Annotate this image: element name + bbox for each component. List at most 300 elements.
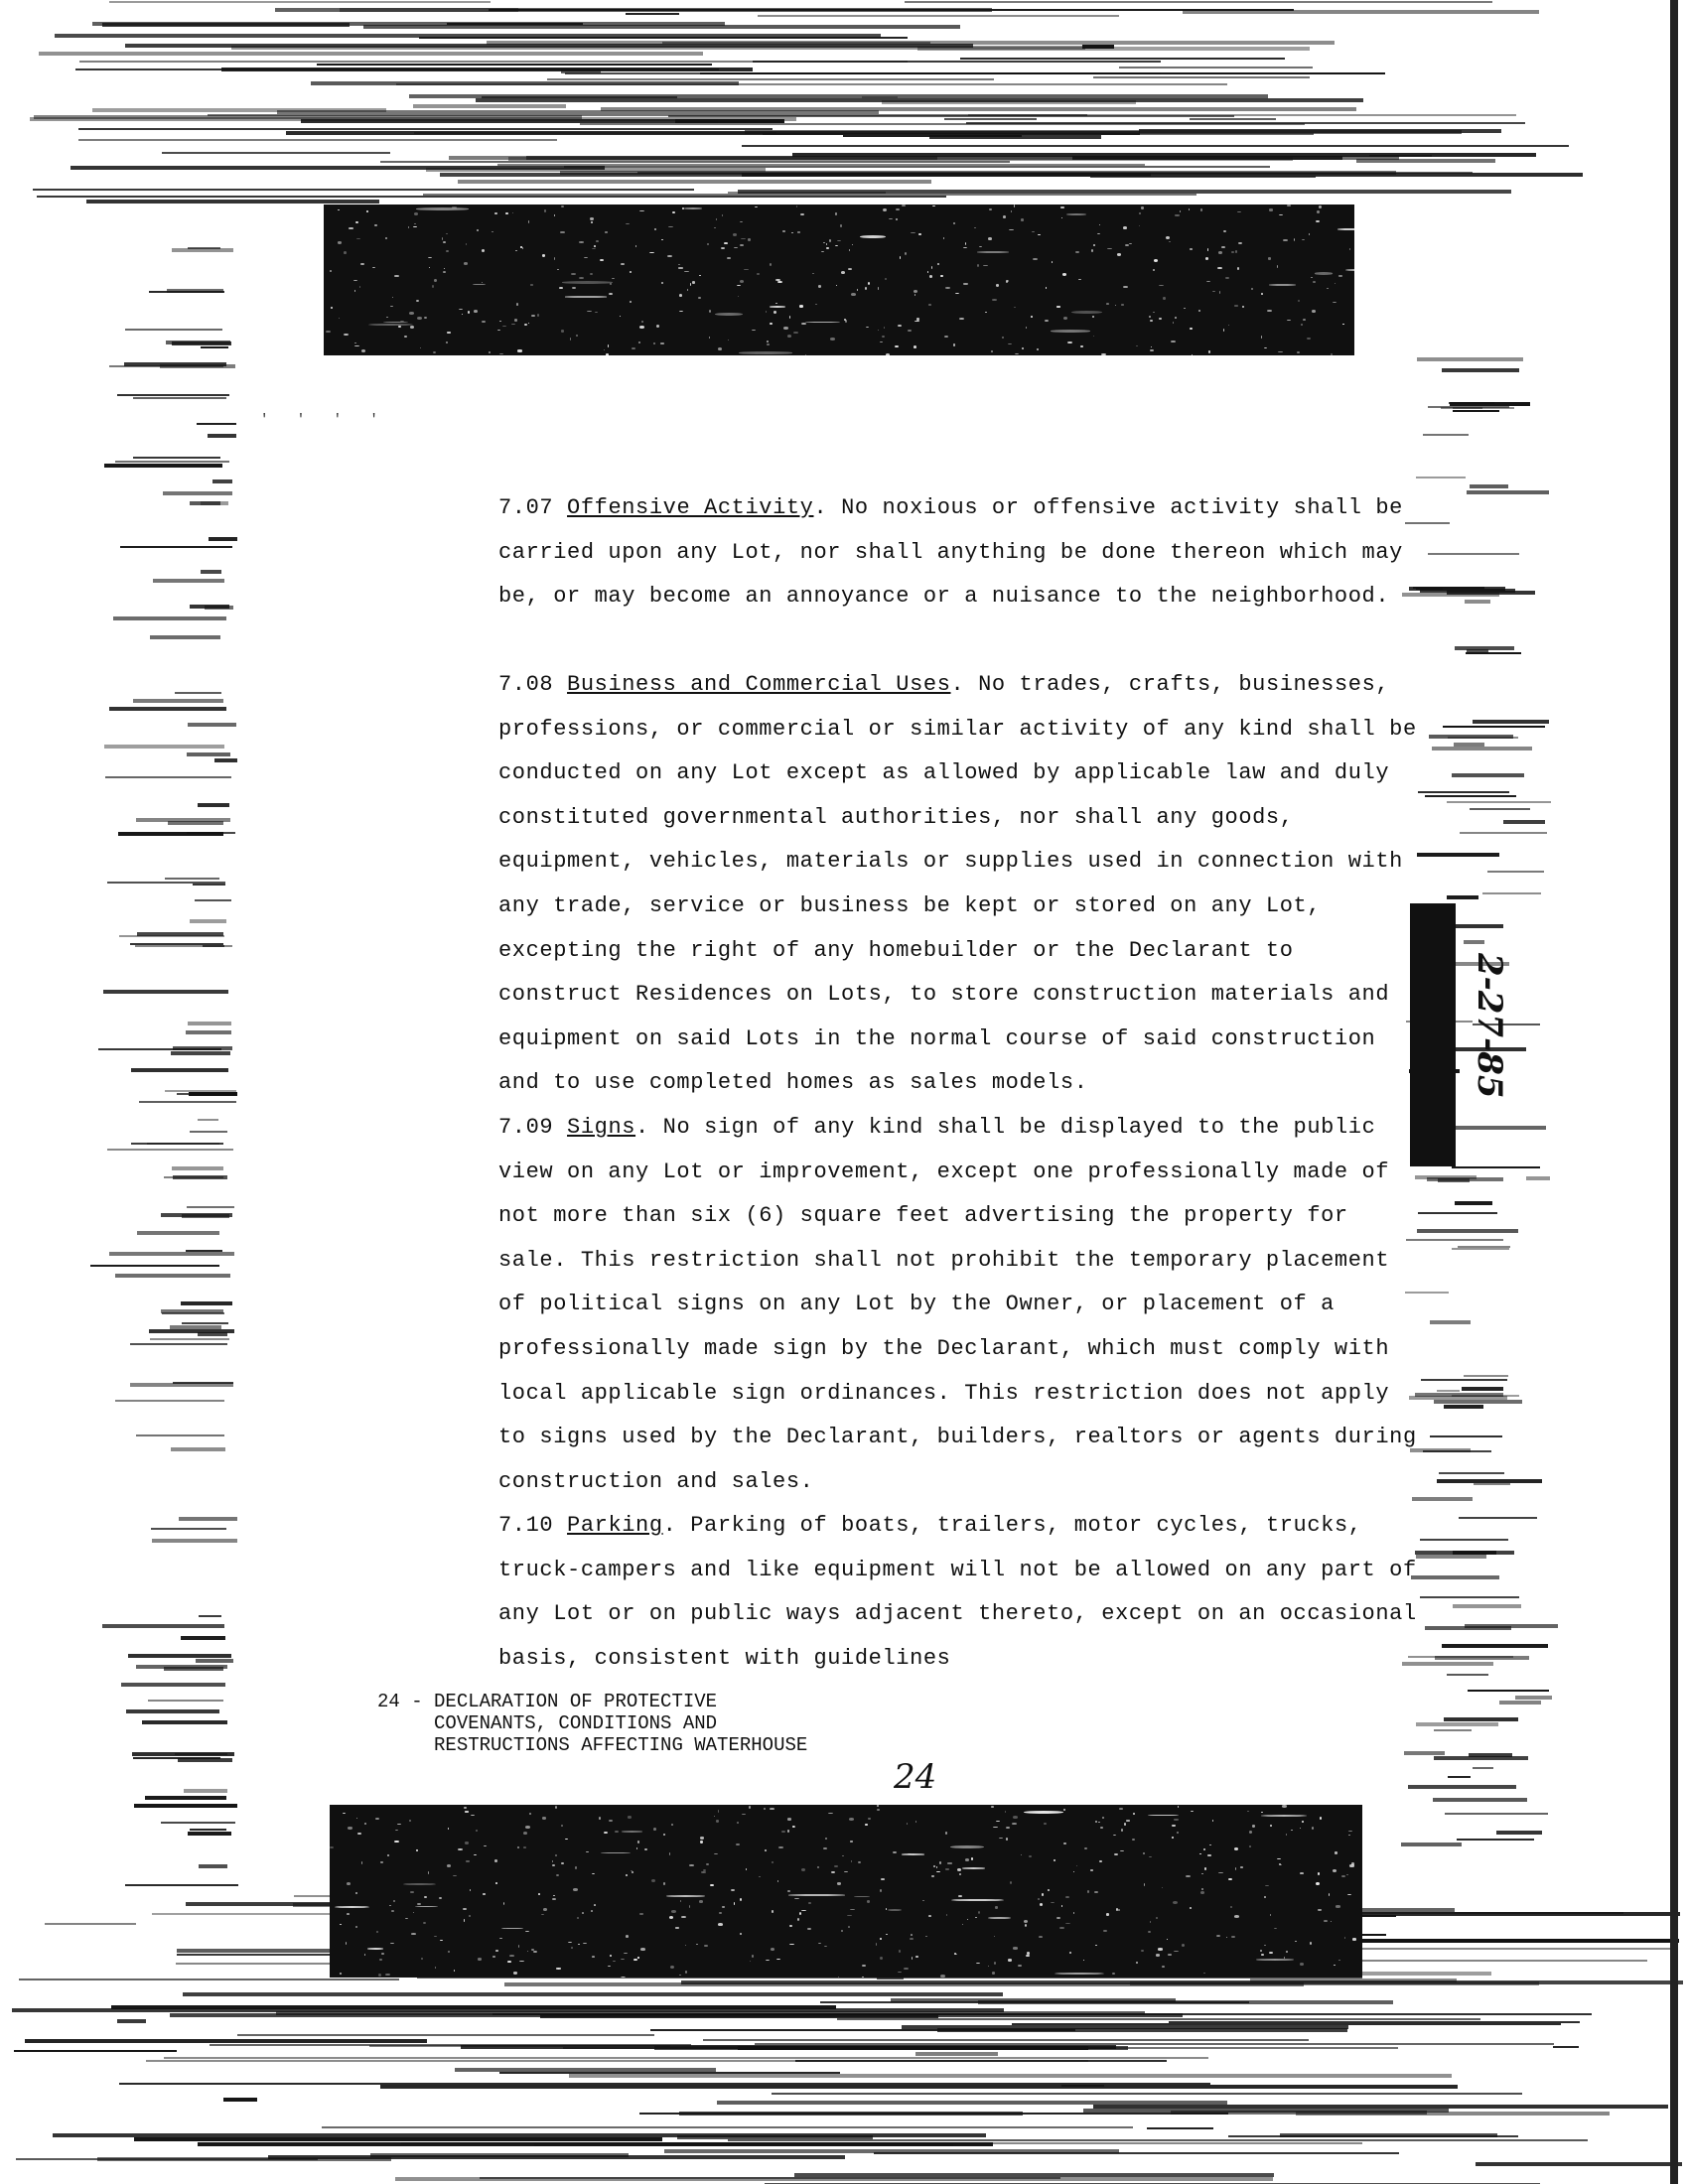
scan-speck [772, 1861, 774, 1862]
scan-speck [865, 287, 866, 290]
scan-speck [727, 257, 730, 259]
scan-streak [1425, 795, 1516, 797]
scan-streak [237, 2034, 654, 2036]
scan-speck [355, 1892, 357, 1895]
scan-speck [499, 321, 500, 322]
scan-speck [527, 1951, 528, 1952]
scan-speck [880, 1957, 883, 1960]
scan-streak [109, 1252, 235, 1256]
scan-speck [1078, 279, 1080, 280]
scan-speck [538, 1893, 540, 1895]
scan-speck [1316, 220, 1320, 222]
scan-streak [190, 1131, 226, 1133]
scan-speck [710, 1884, 714, 1886]
scan-speck [1106, 303, 1109, 305]
scan-speck [722, 214, 724, 215]
scan-speck [1342, 324, 1343, 326]
scan-streak [136, 818, 230, 822]
scan-speck [355, 1926, 357, 1929]
scan-speck [556, 1874, 559, 1876]
scan-speck [1112, 1973, 1115, 1975]
scan-speck [355, 221, 358, 223]
scan-speck [1124, 1823, 1126, 1826]
scan-speck [543, 1908, 546, 1911]
scan-speck [528, 323, 530, 324]
scan-speck [1182, 1944, 1185, 1947]
scan-speck [499, 1938, 502, 1940]
scan-speck [1095, 1945, 1097, 1947]
scan-streak [1473, 1767, 1493, 1769]
scan-speck [793, 332, 797, 334]
scan-speck [586, 1851, 588, 1853]
scan-speck [1139, 225, 1141, 227]
scan-speck [1337, 228, 1354, 230]
scan-speck [349, 227, 353, 229]
scan-speck [476, 1830, 478, 1832]
scan-speck [696, 1944, 697, 1945]
scan-streak [182, 1322, 228, 1324]
scan-speck [955, 293, 959, 294]
scan-speck [801, 323, 806, 325]
scan-speck [828, 1813, 833, 1814]
scan-speck [775, 303, 777, 304]
scan-speck [698, 297, 701, 299]
scan-speck [1269, 208, 1273, 210]
scan-speck [1287, 205, 1292, 206]
scan-speck [908, 330, 912, 332]
scan-streak [1455, 1201, 1492, 1205]
scan-speck [571, 273, 576, 275]
scan-streak [115, 1274, 230, 1278]
scan-speck [471, 1815, 476, 1816]
scan-speck [933, 1865, 935, 1867]
scan-speck [1203, 1848, 1205, 1850]
scan-speck [395, 1830, 398, 1831]
scan-speck [699, 275, 701, 277]
scan-streak [190, 1829, 225, 1831]
scan-speck [1026, 1955, 1031, 1957]
scan-streak [882, 100, 1136, 104]
scan-speck [1349, 1864, 1354, 1866]
scan-speck [835, 212, 836, 215]
scan-speck [1198, 310, 1200, 313]
scan-speck [663, 1882, 665, 1885]
scan-streak [184, 1789, 228, 1793]
scan-speck [1033, 258, 1038, 260]
scan-speck [1309, 233, 1310, 235]
scan-speck [929, 275, 932, 278]
section-number: 7.10 [498, 1513, 554, 1538]
scan-streak [1476, 2162, 1682, 2166]
scan-speck [1009, 229, 1013, 230]
scan-speck [1216, 1935, 1220, 1937]
scan-streak [1416, 1722, 1498, 1726]
scan-speck [473, 284, 486, 286]
scan-speck [1291, 1830, 1293, 1832]
scan-speck [466, 1860, 471, 1861]
scan-speck [446, 341, 448, 343]
scan-streak [139, 1101, 236, 1103]
scan-speck [466, 243, 467, 245]
scan-speck [1022, 347, 1024, 349]
scan-speck [1207, 1854, 1210, 1855]
scan-speck [1231, 251, 1235, 253]
scan-speck [1075, 251, 1079, 253]
scan-speck [731, 1889, 735, 1891]
scan-streak [1462, 1387, 1503, 1391]
scan-speck [963, 247, 968, 248]
scan-speck [626, 1935, 629, 1938]
scan-speck [505, 212, 508, 214]
scan-speck [1331, 1921, 1333, 1922]
scan-speck [590, 273, 593, 275]
scan-speck [386, 317, 388, 318]
scan-speck [994, 1936, 995, 1937]
scan-streak [1139, 129, 1501, 133]
scan-speck [579, 277, 584, 279]
scan-speck [344, 334, 349, 336]
scan-speck [766, 311, 767, 314]
scan-speck [1002, 337, 1004, 339]
scan-speck [1302, 239, 1305, 240]
scan-speck [1264, 1945, 1266, 1946]
scan-streak [162, 152, 391, 154]
scan-speck [1212, 291, 1215, 293]
scan-streak [186, 1030, 231, 1034]
scan-speck [706, 1863, 709, 1865]
scan-streak [214, 758, 237, 762]
scan-streak [190, 919, 227, 923]
scan-speck [1298, 300, 1300, 302]
scan-speck [620, 316, 621, 318]
scan-speck [965, 1858, 969, 1861]
scan-speck [787, 1890, 790, 1892]
scan-streak [569, 2074, 1452, 2078]
scan-speck [1008, 343, 1012, 345]
scan-streak [1455, 646, 1515, 650]
scan-speck [1098, 1822, 1100, 1823]
scan-speck [424, 317, 427, 319]
scan-speck [1204, 1867, 1207, 1870]
scan-speck [1200, 208, 1202, 210]
scan-speck [925, 1936, 927, 1937]
scan-speck [898, 325, 902, 327]
scan-speck [945, 1832, 946, 1835]
scan-streak [650, 2029, 1075, 2031]
scan-speck [544, 209, 546, 211]
scan-streak [201, 570, 221, 574]
scan-streak [1464, 1375, 1509, 1377]
scan-speck [357, 1833, 362, 1835]
scan-speck [899, 1950, 900, 1953]
scan-speck [1331, 353, 1332, 355]
footer-line-2: COVENANTS, CONDITIONS AND [434, 1712, 718, 1734]
scan-streak [1430, 1320, 1471, 1324]
scan-speck [1190, 1907, 1193, 1909]
scan-speck [1153, 269, 1155, 271]
scan-speck [1149, 316, 1150, 318]
scan-speck [940, 275, 943, 278]
scan-streak [133, 699, 223, 703]
scan-speck [368, 324, 413, 326]
scan-speck [639, 1913, 643, 1915]
scan-speck [905, 252, 907, 255]
scan-speck [1060, 206, 1064, 207]
scan-speck [1126, 1820, 1130, 1821]
scan-speck [679, 294, 682, 297]
scan-speck [621, 1977, 626, 1978]
scan-speck [660, 342, 664, 343]
scan-speck [936, 1866, 938, 1868]
scan-speck [462, 314, 463, 315]
scan-speck [959, 318, 964, 320]
scan-speck [1159, 285, 1164, 286]
scan-speck [928, 1915, 931, 1917]
scan-streak [626, 13, 679, 15]
scan-speck [552, 1898, 556, 1900]
scan-speck [718, 1923, 723, 1926]
scan-speck [469, 1915, 471, 1917]
scan-speck [789, 1944, 793, 1946]
scan-speck [728, 340, 729, 341]
scan-streak [121, 1683, 225, 1687]
scan-speck [661, 282, 662, 284]
scan-speck [904, 1968, 909, 1970]
scan-speck [1242, 306, 1245, 308]
scan-streak [165, 878, 219, 880]
scan-speck [826, 247, 829, 249]
scan-streak [1496, 1831, 1542, 1835]
scan-speck [1225, 277, 1229, 279]
scan-speck [1315, 272, 1333, 274]
scan-speck [868, 282, 870, 285]
scan-speck [489, 351, 491, 354]
scan-streak [210, 2044, 691, 2046]
scan-speck [343, 1813, 346, 1814]
scan-speck [561, 1862, 565, 1864]
scan-speck [885, 278, 887, 280]
scan-streak [142, 1720, 227, 1724]
scan-speck [1175, 317, 1176, 319]
scan-speck [886, 1934, 888, 1935]
scan-speck [1261, 336, 1262, 338]
scan-speck [958, 1895, 963, 1897]
scan-streak [1474, 1483, 1509, 1485]
scan-speck [410, 1891, 414, 1893]
scan-speck [1240, 1866, 1243, 1868]
scan-speck [907, 1823, 908, 1825]
scan-speck [787, 335, 791, 338]
scan-speck [630, 271, 632, 273]
scan-streak [1412, 1497, 1472, 1501]
scan-streak [115, 1400, 224, 1402]
scan-streak [119, 935, 224, 937]
scan-speck [523, 1846, 527, 1848]
scan-speck [348, 1827, 352, 1829]
scan-speck [514, 319, 518, 322]
scan-speck [584, 257, 588, 258]
scan-speck [1191, 1811, 1194, 1812]
scan-speck [1107, 248, 1111, 249]
scan-speck [392, 297, 393, 299]
scan-streak [187, 752, 231, 756]
scan-speck [1136, 345, 1138, 346]
scan-speck [591, 1910, 593, 1912]
scan-streak [125, 329, 222, 331]
scan-speck [1347, 1894, 1350, 1895]
scan-speck [517, 1846, 519, 1848]
scan-speck [1024, 1920, 1028, 1923]
scan-speck [474, 1854, 477, 1855]
scan-speck [1190, 328, 1193, 331]
scan-streak [1433, 1798, 1526, 1802]
scan-speck [1024, 1811, 1063, 1814]
scan-speck [615, 1831, 619, 1833]
scan-speck [746, 1868, 747, 1870]
scan-speck [1051, 330, 1090, 333]
scan-streak [150, 635, 220, 639]
scan-streak [183, 1992, 1003, 1996]
scan-streak [1418, 1212, 1497, 1214]
scan-speck [1056, 1917, 1061, 1919]
scan-streak [455, 2068, 716, 2072]
scan-speck [653, 342, 655, 344]
scan-speck [687, 289, 688, 291]
scan-speck [707, 243, 709, 244]
scan-speck [428, 257, 432, 258]
scan-speck [1150, 1921, 1152, 1923]
scan-streak [1443, 726, 1545, 728]
scan-streak [198, 2142, 993, 2146]
scan-speck [1327, 288, 1330, 289]
scan-speck [447, 332, 451, 333]
scan-streak [171, 1447, 224, 1451]
section-text: No trades, crafts, businesses, professions, or commercial or similar activity of any kind shall be conducted on any Lot except as allowed by applicable law and duly constituted governmental authorities, nor shall any goods, equipment, vehicles, materials or supplies used in connection with any trade, service or business be kept or stored on any Lot, excepting the right of any homebuilder or the Declarant to construct Residences on Lots, to store construction materials and equipment on said Lots in the normal course of said construction and to use completed homes as sales models. [498, 672, 1417, 1096]
scan-speck [1062, 273, 1066, 276]
scan-streak [1449, 402, 1494, 404]
scan-speck [947, 1862, 951, 1863]
scan-speck [1069, 1952, 1070, 1955]
scan-speck [782, 230, 785, 232]
scan-speck [608, 1966, 611, 1967]
scan-speck [555, 1806, 557, 1809]
scan-speck [858, 1861, 861, 1864]
scan-speck [1234, 1847, 1238, 1850]
scan-streak [195, 899, 231, 901]
scan-speck [592, 1873, 595, 1874]
scan-speck [464, 1919, 466, 1921]
handwritten-date: 2-27-85 [1470, 953, 1509, 1099]
scan-streak [153, 579, 224, 583]
scan-streak [1406, 1239, 1504, 1241]
scan-speck [900, 256, 901, 259]
scan-speck [1218, 1872, 1223, 1873]
scan-speck [447, 1864, 451, 1867]
scan-streak [268, 2155, 844, 2159]
scan-speck [1221, 246, 1225, 249]
scan-speck [939, 1861, 941, 1864]
scan-speck [880, 1889, 882, 1892]
scan-streak [902, 2025, 1349, 2029]
scan-streak [1093, 76, 1310, 78]
scan-streak [150, 1338, 229, 1340]
scan-speck [847, 1915, 851, 1916]
scan-speck [860, 235, 886, 238]
scan-speck [448, 1951, 450, 1952]
scan-streak [164, 2057, 1207, 2059]
scan-speck [1252, 1825, 1255, 1828]
scan-speck [1249, 1845, 1251, 1847]
scan-speck [542, 1817, 545, 1819]
scan-speck [1106, 1913, 1110, 1916]
scan-streak [1427, 1177, 1502, 1181]
scan-speck [742, 1814, 746, 1816]
scan-speck [533, 1951, 536, 1953]
scan-streak [14, 2050, 177, 2052]
section-text: Parking of boats, trailers, motor cycles, trucks, truck-campers and like equipment will not be allowed on any part of any Lot or on public ways adjacent thereto, except on an occasional basis, consistent with guidelines [498, 1513, 1417, 1671]
scan-speck [592, 248, 596, 250]
scan-speck [1269, 1952, 1273, 1954]
scan-streak [1409, 587, 1505, 591]
scan-speck [379, 1959, 382, 1961]
scan-speck [522, 247, 524, 250]
scan-streak [1442, 368, 1518, 372]
scan-speck [1143, 1852, 1146, 1853]
scan-speck [818, 285, 821, 287]
scan-speck [848, 1926, 850, 1928]
scan-speck [434, 279, 437, 282]
scan-speck [576, 335, 578, 337]
scan-speck [568, 1942, 572, 1943]
scan-streak [703, 2039, 1308, 2041]
scan-speck [838, 1977, 839, 1978]
scan-streak [1460, 832, 1547, 834]
scan-speck [715, 313, 743, 316]
section-number: 7.09 [498, 1115, 554, 1140]
scan-speck [1333, 302, 1336, 303]
scan-speck [1006, 1827, 1010, 1829]
scan-streak [1420, 1596, 1518, 1598]
scan-speck [464, 1807, 467, 1808]
scan-binding-edge [1670, 0, 1678, 2184]
scan-speck [912, 1957, 913, 1960]
scan-speck [1329, 1893, 1330, 1896]
scan-speck [1076, 1865, 1077, 1866]
scan-speck [689, 1905, 690, 1907]
scan-speck [679, 1975, 681, 1976]
scan-speck [951, 1899, 1004, 1902]
scan-speck [1277, 1858, 1281, 1859]
scan-speck [413, 1912, 415, 1913]
scan-speck [800, 213, 805, 215]
scan-speck [356, 238, 360, 239]
scan-speck [594, 245, 596, 247]
scan-streak [1487, 871, 1544, 873]
scan-speck [1205, 257, 1208, 260]
scan-speck [1150, 320, 1153, 322]
scan-speck [1317, 210, 1320, 213]
scan-speck [734, 1902, 736, 1905]
scan-speck [1338, 1960, 1340, 1961]
scan-speck [878, 287, 880, 289]
scan-streak [161, 1309, 222, 1313]
scan-streak [102, 1624, 224, 1628]
section-number: 7.07 [498, 495, 554, 520]
scan-speck [561, 330, 565, 333]
scan-speck [553, 1895, 555, 1897]
scan-speck [896, 208, 900, 210]
scan-speck [1102, 1817, 1104, 1819]
